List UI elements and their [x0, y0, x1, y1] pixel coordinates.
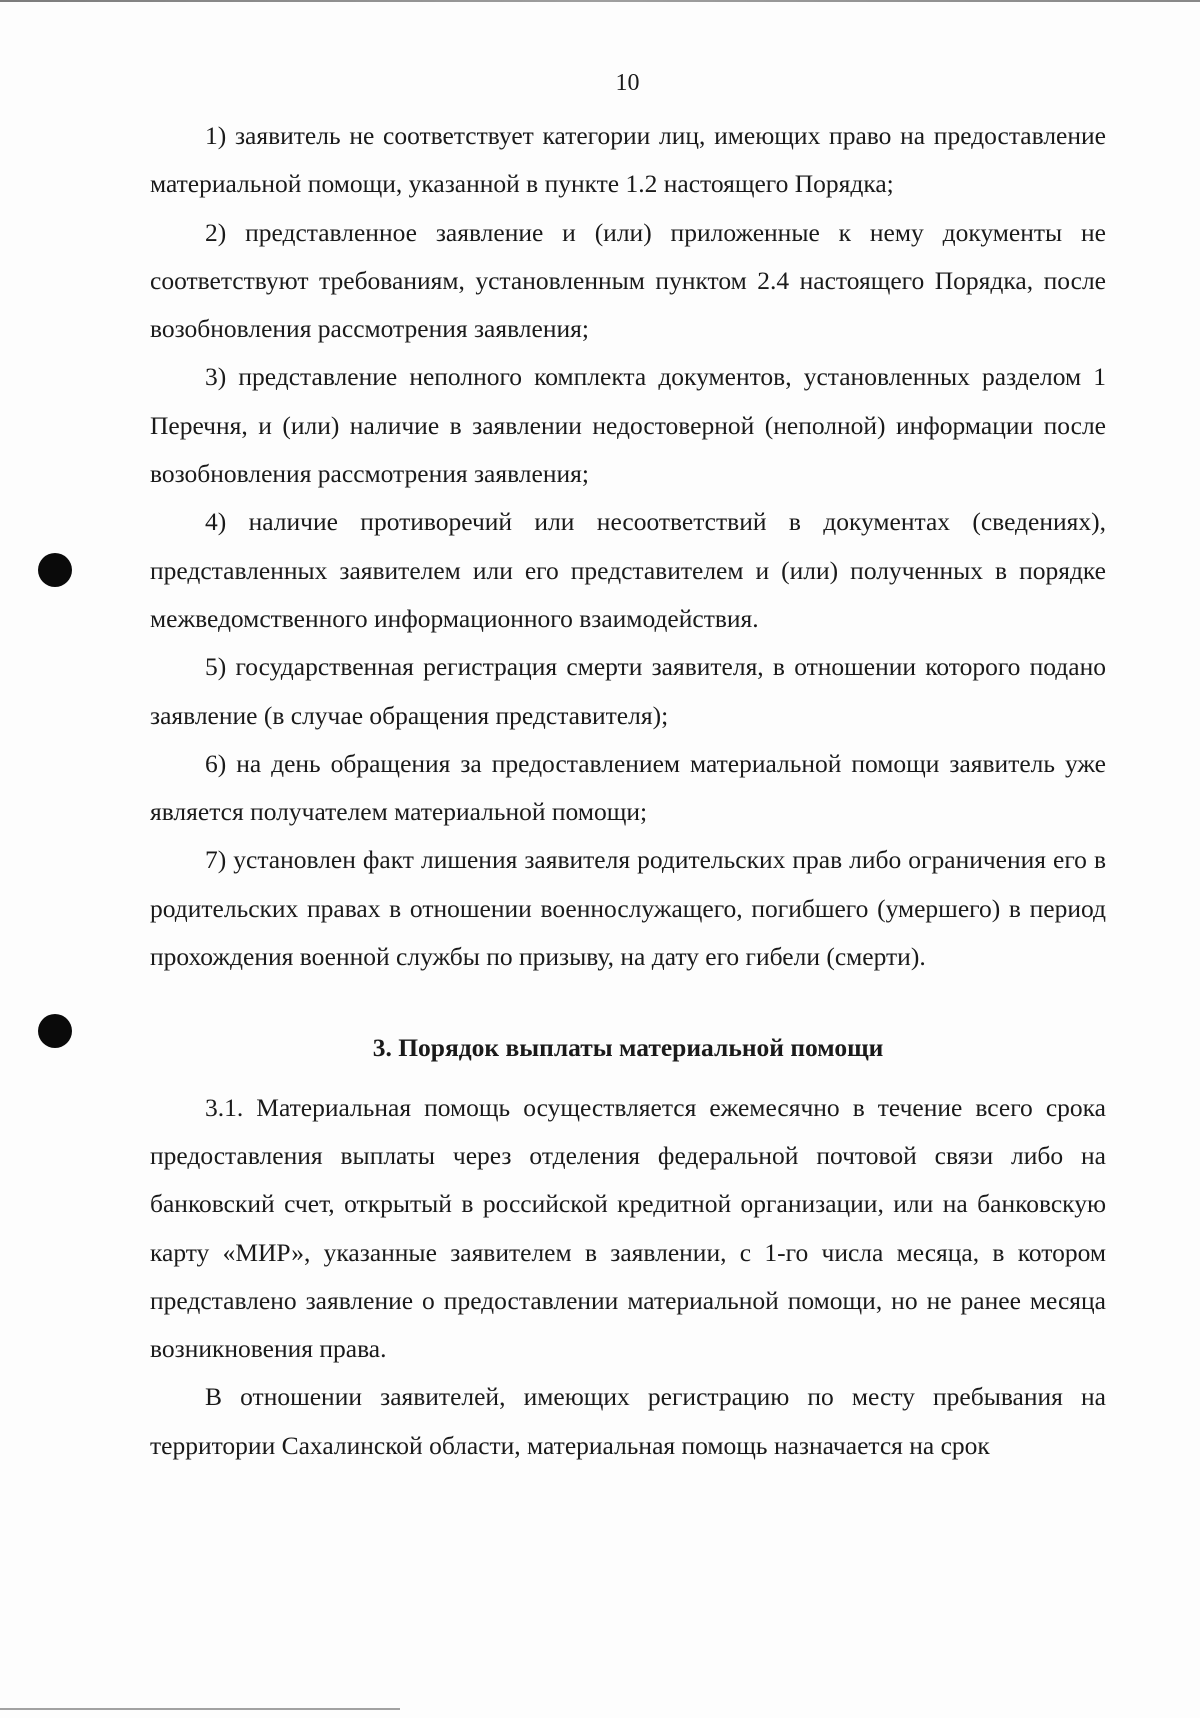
list-item-7: 7) установлен факт лишения заявителя родительских прав либо ограничения его в родительских правах в отношении военнослужащего, погибшего (умершего) в период прохождения военной службы по призыву, на дату его гибели (смерти).	[150, 845, 1106, 972]
list-item-6: 6) на день обращения за предоставлением материальной помощи заявитель уже является получателем материальной помощи;	[150, 748, 1106, 827]
list-item-5: 5) государственная регистрация смерти заявителя, в отношении которого подано заявление (в случае обращения представителя);	[150, 652, 1106, 730]
paragraph-3-1: 3.1. Материальная помощь осуществляется ежемесячно в течение всего срока предоставления выплаты через отделения федеральной почтовой связи либо на банковский счет, открытый в российской кредитной организации, или на банковскую карту «МИР», указанные заявителем в заявлении, с 1-го числа месяца, в котором представлено заявление о предоставлении материальной помощи, но не ранее месяца возникновения права.	[150, 1092, 1106, 1364]
page-number: 10	[615, 70, 640, 96]
punch-hole-top	[38, 553, 72, 587]
list-item-4: 4) наличие противоречий или несоответствий в документах (сведениях), представленных заявителем или его представителем и (или) полученных в порядке межведомственного информационного взаимодействия.	[150, 507, 1106, 633]
section-heading: 3. Порядок выплаты материальной помощи	[372, 1033, 884, 1063]
list-item-3: 3) представление неполного комплекта документов, установленных разделом 1 Перечня, и (или) наличие в заявлении недостоверной (неполной) информации после возобновления рассмотрения заявления;	[150, 362, 1106, 489]
scan-bottom-edge	[0, 1708, 400, 1710]
scan-top-edge	[0, 0, 1200, 2]
punch-hole-bottom	[38, 1014, 72, 1048]
list-item-1: 1) заявитель не соответствует категории лиц, имеющих право на предоставление материальной помощи, указанной в пункте 1.2 настоящего Порядка;	[150, 121, 1106, 199]
paragraph-registration: В отношении заявителей, имеющих регистрацию по месту пребывания на территории Сахалинской области, материальная помощь назначается на срок	[150, 1382, 1106, 1460]
list-item-2: 2) представленное заявление и (или) приложенные к нему документы не соответствуют требованиям, установленным пунктом 2.4 настоящего Порядка, после возобновления рассмотрения заявления;	[150, 217, 1106, 344]
document-body	[150, 112, 1106, 1470]
